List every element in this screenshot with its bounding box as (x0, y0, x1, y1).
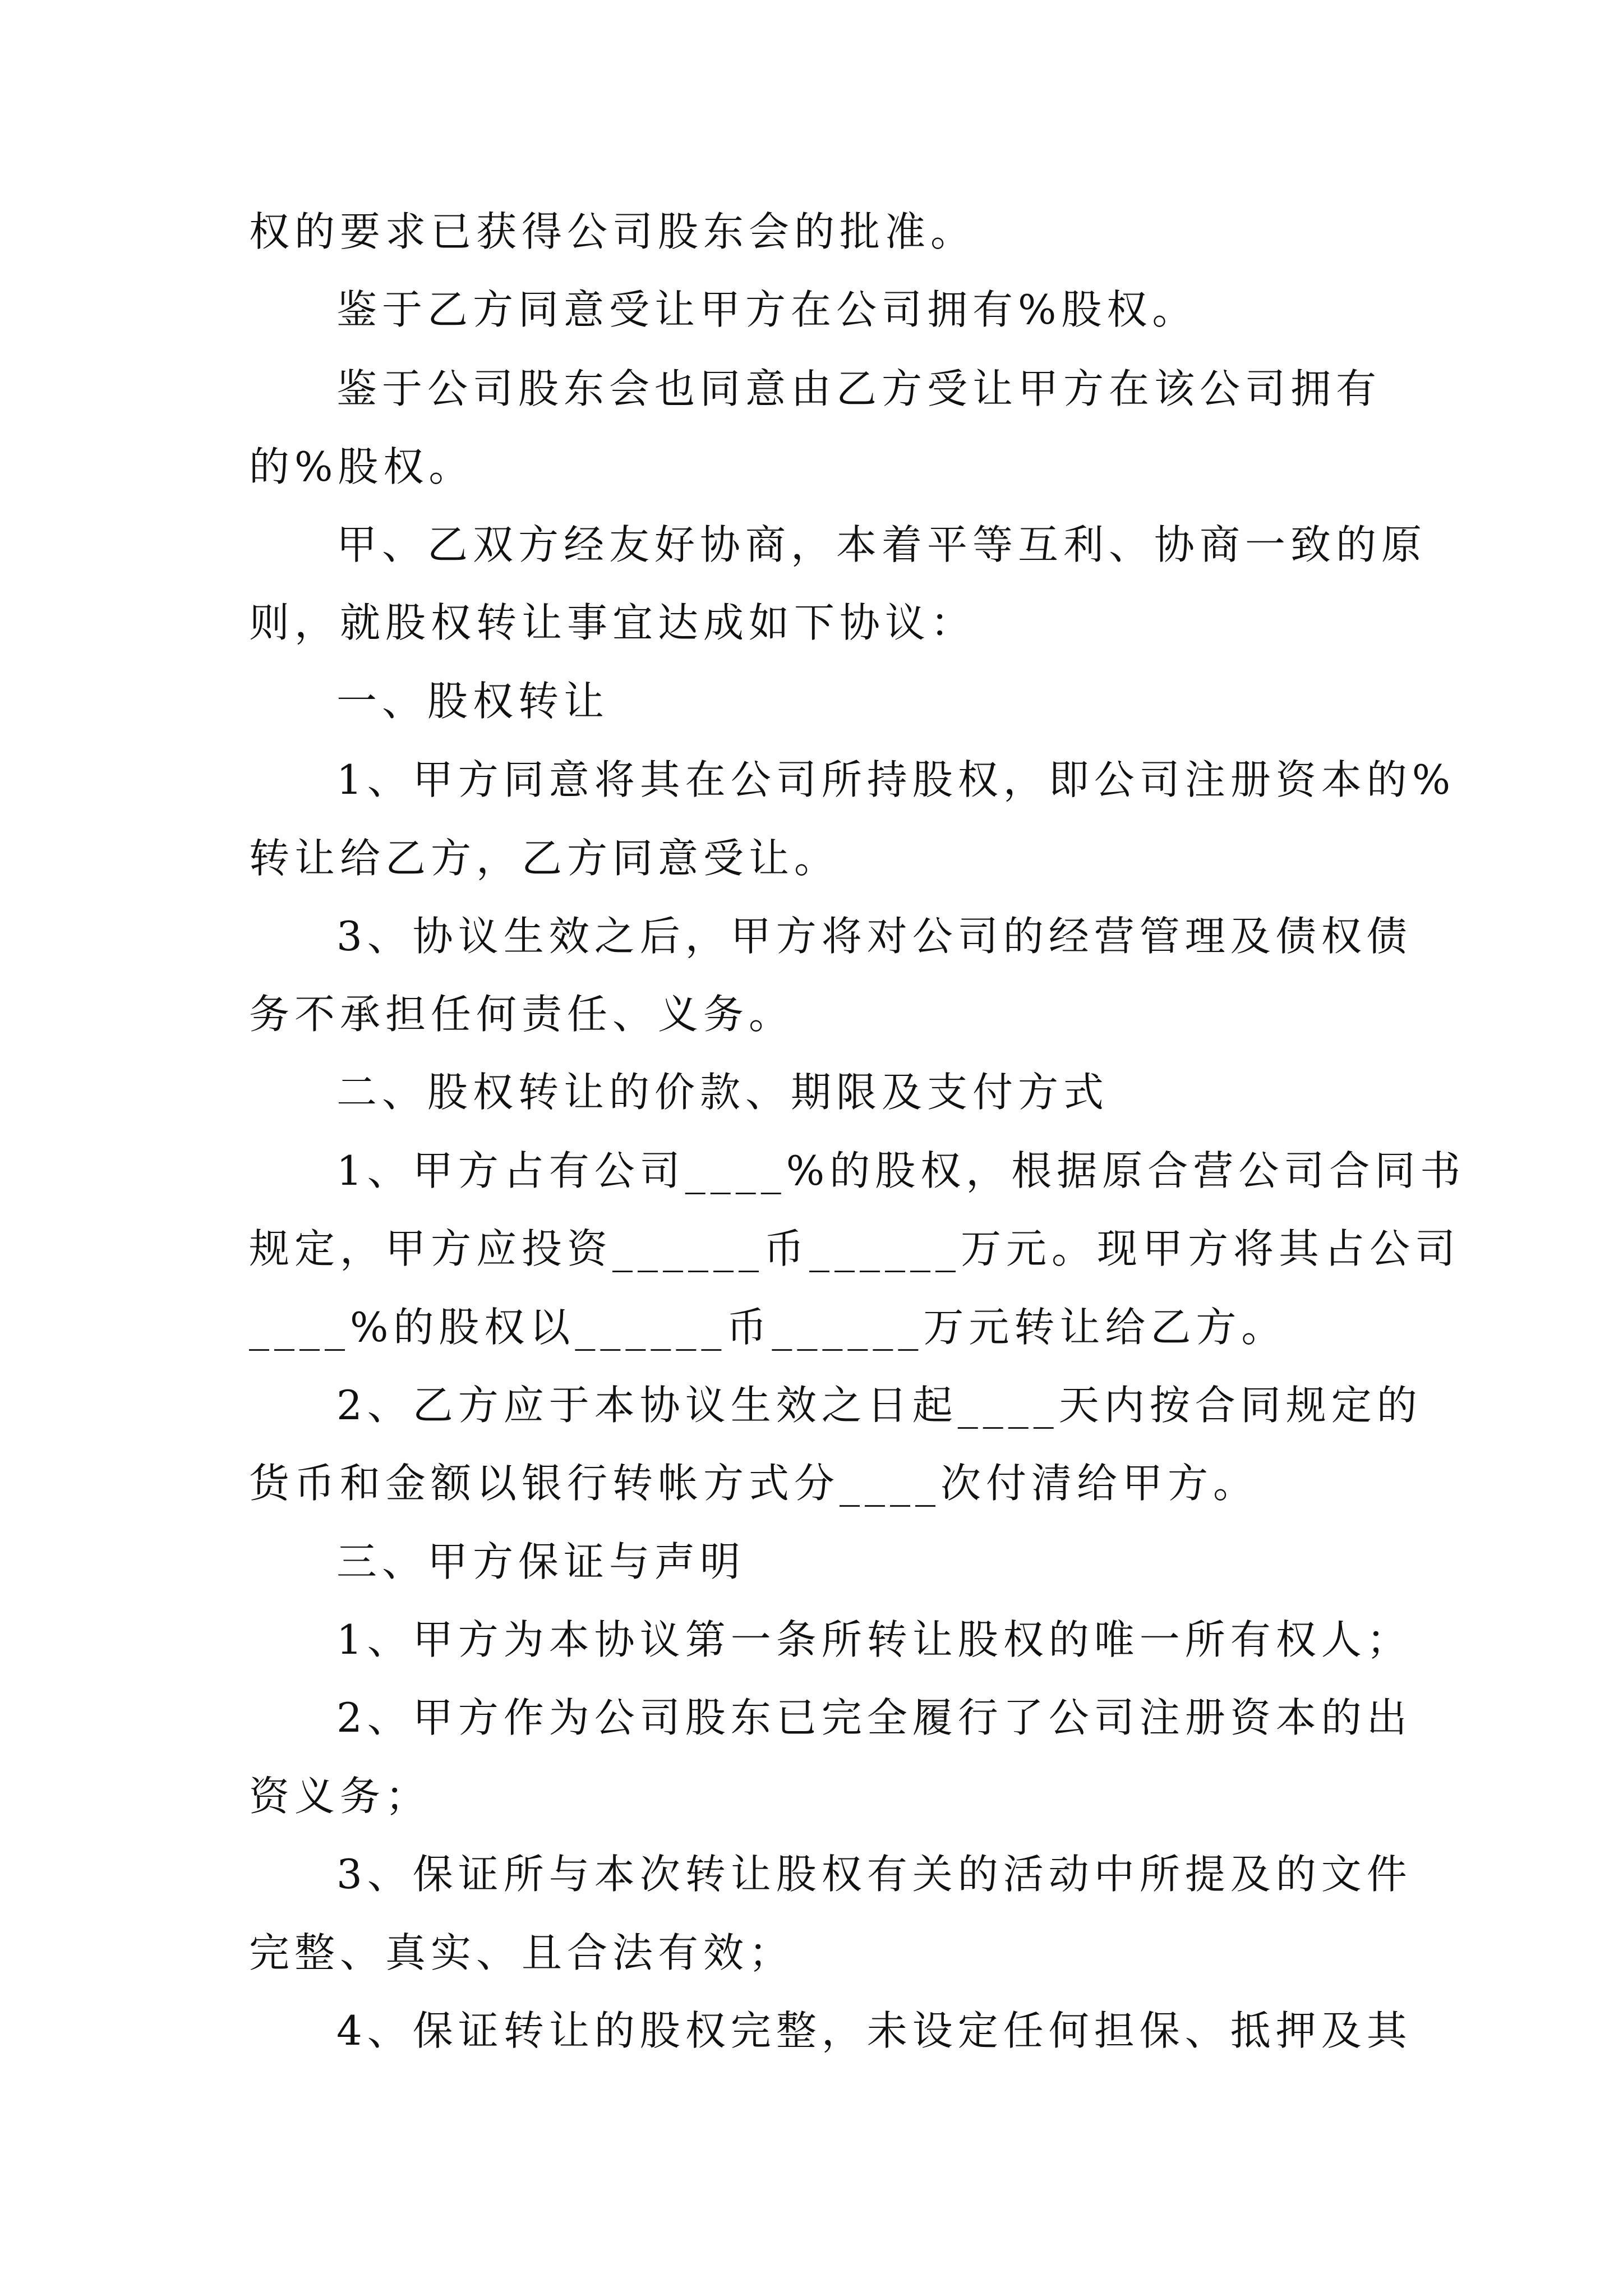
text-line: ____%的股权以______币______万元转让给乙方。 (249, 1304, 1287, 1351)
text-line: 1、甲方占有公司____%的股权，根据原合营公司合同书 (336, 1147, 1466, 1194)
text-line: 鉴于乙方同意受让甲方在公司拥有%股权。 (336, 286, 1198, 333)
text-line: 甲、乙双方经友好协商，本着平等互利、协商一致的原 (336, 521, 1427, 568)
text-line: 务不承担任何责任、义务。 (249, 991, 795, 1038)
text-line: 二、股权转让的价款、期限及支付方式 (336, 1069, 1109, 1116)
text-line: 一、股权转让 (336, 678, 610, 725)
text-line: 资义务； (249, 1773, 431, 1820)
text-line: 2、乙方应于本协议生效之日起____天内按合同规定的 (336, 1382, 1422, 1429)
text-line: 4、保证转让的股权完整，未设定任何担保、抵押及其 (336, 2007, 1412, 2054)
text-line: 则，就股权转让事宜达成如下协议： (249, 599, 976, 646)
text-line: 鉴于公司股东会也同意由乙方受让甲方在该公司拥有 (336, 365, 1382, 412)
text-line: 转让给乙方，乙方同意受让。 (249, 835, 840, 882)
text-line: 3、保证所与本次转让股权有关的活动中所提及的文件 (336, 1851, 1412, 1898)
text-line: 2、甲方作为公司股东已完全履行了公司注册资本的出 (336, 1694, 1412, 1741)
text-line: 3、协议生效之后，甲方将对公司的经营管理及债权债 (336, 913, 1412, 960)
text-line: 货币和金额以银行转帐方式分____次付清给甲方。 (249, 1460, 1259, 1507)
text-line: 1、甲方为本协议第一条所转让股权的唯一所有权人； (336, 1616, 1412, 1663)
text-line: 规定，甲方应投资______币______万元。现甲方将其占公司 (249, 1225, 1461, 1272)
text-line: 权的要求已获得公司股东会的批准。 (249, 208, 976, 255)
text-line: 三、甲方保证与声明 (336, 1538, 746, 1585)
text-line: 完整、真实、且合法有效； (249, 1929, 795, 1976)
text-line: 1、甲方同意将其在公司所持股权，即公司注册资本的% (336, 756, 1456, 803)
text-line: 的%股权。 (249, 443, 474, 490)
